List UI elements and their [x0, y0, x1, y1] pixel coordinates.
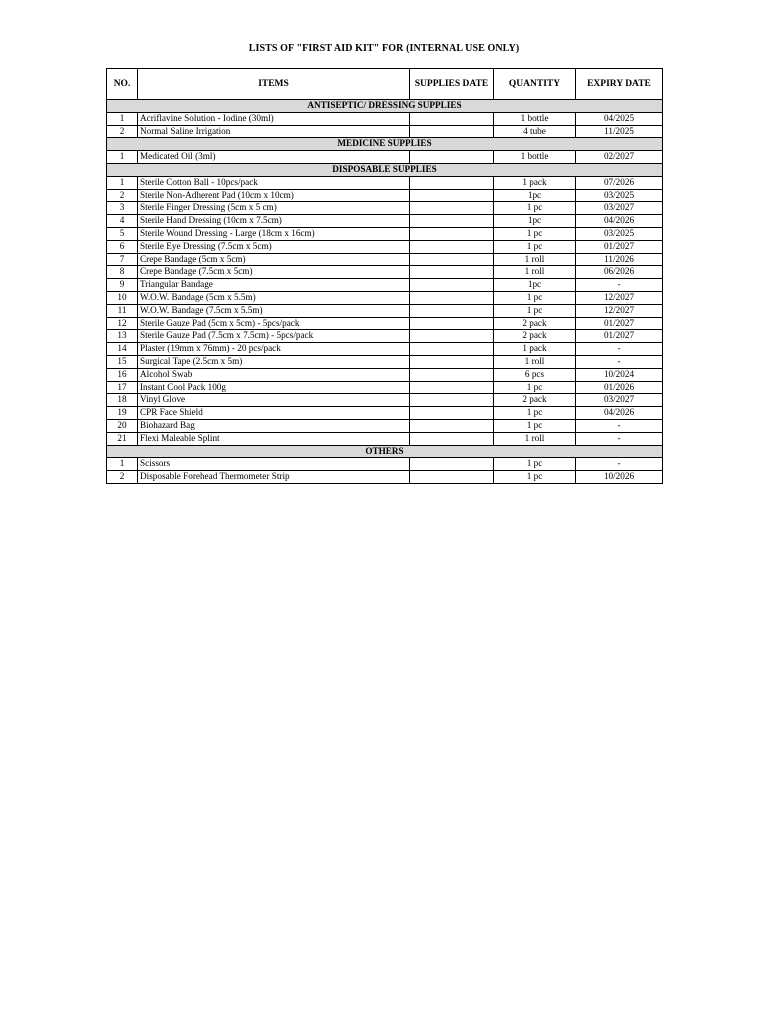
cell-no: 6 [107, 240, 138, 253]
table-row [107, 279, 663, 292]
cell-item: Medicated Oil (3ml) [138, 151, 410, 164]
table-row [107, 343, 663, 356]
cell-expiry-date: 06/2026 [576, 266, 663, 279]
cell-item: Instant Cool Pack 100g [138, 381, 410, 394]
table-body [107, 100, 663, 484]
cell-supplies-date [410, 189, 494, 202]
header-quantity: QUANTITY [494, 69, 576, 100]
cell-supplies-date [410, 407, 494, 420]
table-row [107, 202, 663, 215]
cell-supplies-date [410, 227, 494, 240]
cell-quantity: 1 pc [494, 407, 576, 420]
cell-quantity: 1pc [494, 215, 576, 228]
cell-quantity: 1 pc [494, 419, 576, 432]
cell-no: 18 [107, 394, 138, 407]
cell-supplies-date [410, 304, 494, 317]
cell-item: Plaster (19mm x 76mm) - 20 pcs/pack [138, 343, 410, 356]
cell-no: 2 [107, 125, 138, 138]
cell-item: Sterile Gauze Pad (5cm x 5cm) - 5pcs/pack [138, 317, 410, 330]
table-row [107, 215, 663, 228]
cell-expiry-date: 01/2026 [576, 381, 663, 394]
cell-no: 3 [107, 202, 138, 215]
cell-expiry-date: 03/2025 [576, 227, 663, 240]
cell-no: 1 [107, 458, 138, 471]
cell-supplies-date [410, 266, 494, 279]
cell-expiry-date: 10/2024 [576, 368, 663, 381]
table-row [107, 471, 663, 484]
cell-supplies-date [410, 330, 494, 343]
table-row [107, 355, 663, 368]
cell-supplies-date [410, 419, 494, 432]
cell-item: Sterile Finger Dressing (5cm x 5 cm) [138, 202, 410, 215]
table-row [107, 330, 663, 343]
cell-expiry-date: - [576, 355, 663, 368]
cell-expiry-date: - [576, 419, 663, 432]
cell-quantity: 6 pcs [494, 368, 576, 381]
cell-item: Vinyl Glove [138, 394, 410, 407]
cell-no: 16 [107, 368, 138, 381]
cell-supplies-date [410, 202, 494, 215]
cell-quantity: 2 pack [494, 317, 576, 330]
table-row [107, 266, 663, 279]
table-row [107, 381, 663, 394]
cell-expiry-date: 01/2027 [576, 240, 663, 253]
cell-supplies-date [410, 240, 494, 253]
cell-quantity: 1 pack [494, 343, 576, 356]
cell-supplies-date [410, 291, 494, 304]
header-items: ITEMS [138, 69, 410, 100]
cell-item: Sterile Gauze Pad (7.5cm x 7.5cm) - 5pcs/pack [138, 330, 410, 343]
cell-supplies-date [410, 343, 494, 356]
cell-quantity: 1pc [494, 189, 576, 202]
cell-expiry-date: 03/2025 [576, 189, 663, 202]
section-title: OTHERS [107, 445, 663, 458]
cell-quantity: 1 pc [494, 202, 576, 215]
cell-supplies-date [410, 215, 494, 228]
cell-quantity: 1 pc [494, 458, 576, 471]
cell-quantity: 1 roll [494, 355, 576, 368]
cell-item: Triangular Bandage [138, 279, 410, 292]
cell-quantity: 2 pack [494, 330, 576, 343]
page-title: LISTS OF "FIRST AID KIT" FOR (INTERNAL USE ONLY) [248, 43, 520, 54]
table-row [107, 227, 663, 240]
cell-no: 9 [107, 279, 138, 292]
cell-no: 13 [107, 330, 138, 343]
table-row [107, 419, 663, 432]
section-title: MEDICINE SUPPLIES [107, 138, 663, 151]
cell-supplies-date [410, 279, 494, 292]
cell-no: 8 [107, 266, 138, 279]
cell-no: 15 [107, 355, 138, 368]
cell-no: 1 [107, 176, 138, 189]
table-row [107, 112, 663, 125]
cell-item: Sterile Cotton Ball - 10pcs/pack [138, 176, 410, 189]
table-row [107, 458, 663, 471]
cell-expiry-date: 03/2027 [576, 394, 663, 407]
cell-item: Flexi Maleable Splint [138, 432, 410, 445]
cell-no: 19 [107, 407, 138, 420]
cell-item: Scissors [138, 458, 410, 471]
cell-quantity: 4 tube [494, 125, 576, 138]
cell-no: 12 [107, 317, 138, 330]
cell-expiry-date: 12/2027 [576, 304, 663, 317]
cell-no: 1 [107, 151, 138, 164]
cell-item: Disposable Forehead Thermometer Strip [138, 471, 410, 484]
cell-supplies-date [410, 253, 494, 266]
cell-item: Crepe Bandage (5cm x 5cm) [138, 253, 410, 266]
cell-expiry-date: 11/2025 [576, 125, 663, 138]
cell-quantity: 1 bottle [494, 151, 576, 164]
cell-no: 5 [107, 227, 138, 240]
cell-supplies-date [410, 355, 494, 368]
cell-expiry-date: 01/2027 [576, 317, 663, 330]
table-row [107, 407, 663, 420]
cell-expiry-date: - [576, 432, 663, 445]
cell-item: Sterile Non-Adherent Pad (10cm x 10cm) [138, 189, 410, 202]
cell-item: CPR Face Shield [138, 407, 410, 420]
cell-quantity: 1 roll [494, 266, 576, 279]
table-row [107, 240, 663, 253]
cell-supplies-date [410, 432, 494, 445]
cell-no: 4 [107, 215, 138, 228]
section-header-row [107, 163, 663, 176]
cell-expiry-date: 03/2027 [576, 202, 663, 215]
cell-expiry-date: 01/2027 [576, 330, 663, 343]
cell-expiry-date: - [576, 279, 663, 292]
cell-no: 20 [107, 419, 138, 432]
cell-no: 11 [107, 304, 138, 317]
table-row [107, 317, 663, 330]
header-no: NO. [107, 69, 138, 100]
table-row [107, 189, 663, 202]
cell-expiry-date: 12/2027 [576, 291, 663, 304]
cell-quantity: 1 pc [494, 304, 576, 317]
header-expiry-date: EXPIRY DATE [576, 69, 663, 100]
first-aid-kit-table [106, 68, 663, 484]
cell-expiry-date: 04/2026 [576, 407, 663, 420]
cell-supplies-date [410, 125, 494, 138]
cell-item: Acriflavine Solution - Iodine (30ml) [138, 112, 410, 125]
table-row [107, 304, 663, 317]
cell-quantity: 1 pc [494, 291, 576, 304]
cell-no: 17 [107, 381, 138, 394]
cell-item: Alcohol Swab [138, 368, 410, 381]
cell-expiry-date: 11/2026 [576, 253, 663, 266]
cell-quantity: 1 roll [494, 253, 576, 266]
section-header-row [107, 100, 663, 113]
cell-expiry-date: 04/2026 [576, 215, 663, 228]
cell-no: 21 [107, 432, 138, 445]
cell-supplies-date [410, 112, 494, 125]
header-supplies-date: SUPPLIES DATE [410, 69, 494, 100]
cell-no: 10 [107, 291, 138, 304]
cell-item: W.O.W. Bandage (7.5cm x 5.5m) [138, 304, 410, 317]
cell-quantity: 1 pc [494, 227, 576, 240]
cell-item: Sterile Wound Dressing - Large (18cm x 16cm) [138, 227, 410, 240]
cell-expiry-date: 07/2026 [576, 176, 663, 189]
cell-quantity: 2 pack [494, 394, 576, 407]
cell-item: Normal Saline Irrigation [138, 125, 410, 138]
cell-no: 1 [107, 112, 138, 125]
cell-supplies-date [410, 176, 494, 189]
cell-supplies-date [410, 458, 494, 471]
table-header-row [107, 69, 663, 100]
cell-item: Sterile Hand Dressing (10cm x 7.5cm) [138, 215, 410, 228]
cell-expiry-date: 04/2025 [576, 112, 663, 125]
table-row [107, 368, 663, 381]
table-row [107, 151, 663, 164]
cell-item: Surgical Tape (2.5cm x 5m) [138, 355, 410, 368]
section-title: DISPOSABLE SUPPLIES [107, 163, 663, 176]
table-row [107, 176, 663, 189]
cell-no: 7 [107, 253, 138, 266]
section-header-row [107, 445, 663, 458]
cell-no: 2 [107, 471, 138, 484]
cell-quantity: 1 bottle [494, 112, 576, 125]
table-row [107, 432, 663, 445]
cell-quantity: 1 pc [494, 471, 576, 484]
cell-supplies-date [410, 471, 494, 484]
cell-supplies-date [410, 368, 494, 381]
table-row [107, 394, 663, 407]
cell-quantity: 1pc [494, 279, 576, 292]
cell-expiry-date: 02/2027 [576, 151, 663, 164]
cell-item: Biohazard Bag [138, 419, 410, 432]
cell-item: W.O.W. Bandage (5cm x 5.5m) [138, 291, 410, 304]
cell-quantity: 1 pc [494, 240, 576, 253]
cell-expiry-date: - [576, 458, 663, 471]
cell-quantity: 1 pack [494, 176, 576, 189]
cell-no: 2 [107, 189, 138, 202]
cell-supplies-date [410, 381, 494, 394]
section-title: ANTISEPTIC/ DRESSING SUPPLIES [107, 100, 663, 113]
cell-item: Crepe Bandage (7.5cm x 5cm) [138, 266, 410, 279]
cell-supplies-date [410, 317, 494, 330]
cell-quantity: 1 roll [494, 432, 576, 445]
section-header-row [107, 138, 663, 151]
cell-no: 14 [107, 343, 138, 356]
table-row [107, 125, 663, 138]
table-row [107, 253, 663, 266]
cell-quantity: 1 pc [494, 381, 576, 394]
cell-supplies-date [410, 151, 494, 164]
table-row [107, 291, 663, 304]
cell-item: Sterile Eye Dressing (7.5cm x 5cm) [138, 240, 410, 253]
cell-supplies-date [410, 394, 494, 407]
cell-expiry-date: 10/2026 [576, 471, 663, 484]
cell-expiry-date: - [576, 343, 663, 356]
